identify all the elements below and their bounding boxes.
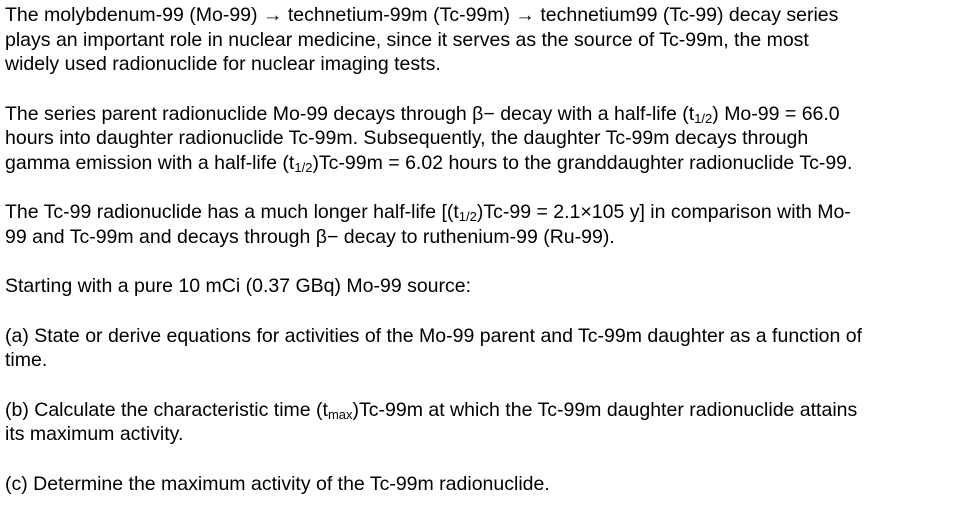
half-life-subscript: 1/2 <box>294 159 313 175</box>
tc99-line-2: 99 and Tc-99m and decays through β− decay to ruthenium-99 (Ru-99). <box>5 225 615 248</box>
question-b-line-2: its maximum activity. <box>5 423 184 445</box>
tc99-paragraph <box>5 200 961 249</box>
intro-line-1: The molybdenum-99 (Mo-99) → technetium-99m (Tc-99m) → technetium99 (Tc-99) decay series <box>5 4 839 26</box>
series-line-1 <box>5 102 961 127</box>
question-c-line-1: (c) Determine the maximum activity of the Tc-99m radionuclide. <box>5 472 550 495</box>
question-b-line-1-text-a: (b) Calculate the characteristic time (t <box>5 398 328 421</box>
question-b-line-1-text-b: )Tc-99m at which the Tc-99m daughter radionuclide attains <box>352 398 858 421</box>
question-b-line-1 <box>5 398 961 423</box>
question-b <box>5 398 961 447</box>
start-line-1: Starting with a pure 10 mCi (0.37 GBq) Mo-99 source: <box>5 275 472 297</box>
series-line-2: hours into daughter radionuclide Tc-99m. Subsequently, the daughter Tc-99m decays through <box>5 127 809 149</box>
document-body <box>5 3 961 521</box>
series-line-3-text-a: gamma emission with a half-life (t <box>5 151 295 174</box>
question-c <box>5 472 961 497</box>
question-a-line-2: time. <box>5 349 48 371</box>
series-line-1-text-b: ) Mo-99 = 66.0 <box>712 102 840 125</box>
tc99-line-1-text-b: )Tc-99 = 2.1×105 y] in comparison with Mo- <box>476 201 851 223</box>
tc99-line-1-text-a: The Tc-99 radionuclide has a much longer half-life [(t <box>5 201 459 223</box>
intro-paragraph <box>5 3 961 77</box>
series-line-3-text-b: )Tc-99m = 6.02 hours to the granddaughter radionuclide Tc-99. <box>312 151 853 174</box>
series-paragraph <box>5 102 961 176</box>
half-life-subscript: 1/2 <box>694 110 713 126</box>
question-a <box>5 324 961 373</box>
tc99-line-1 <box>5 200 961 225</box>
series-line-3 <box>5 151 961 176</box>
intro-line-2: plays an important role in nuclear medicine, since it serves as the source of Tc-99m, the most <box>5 28 809 51</box>
tmax-subscript: max <box>327 406 353 422</box>
half-life-subscript: 1/2 <box>458 209 477 224</box>
question-a-line-1: (a) State or derive equations for activities of the Mo-99 parent and Tc-99m daughter as a function of <box>5 324 863 347</box>
start-paragraph <box>5 274 961 299</box>
series-line-1-text-a: The series parent radionuclide Mo-99 decays through β− decay with a half-life (t <box>5 102 695 125</box>
intro-line-3: widely used radionuclide for nuclear imaging tests. <box>5 53 441 75</box>
